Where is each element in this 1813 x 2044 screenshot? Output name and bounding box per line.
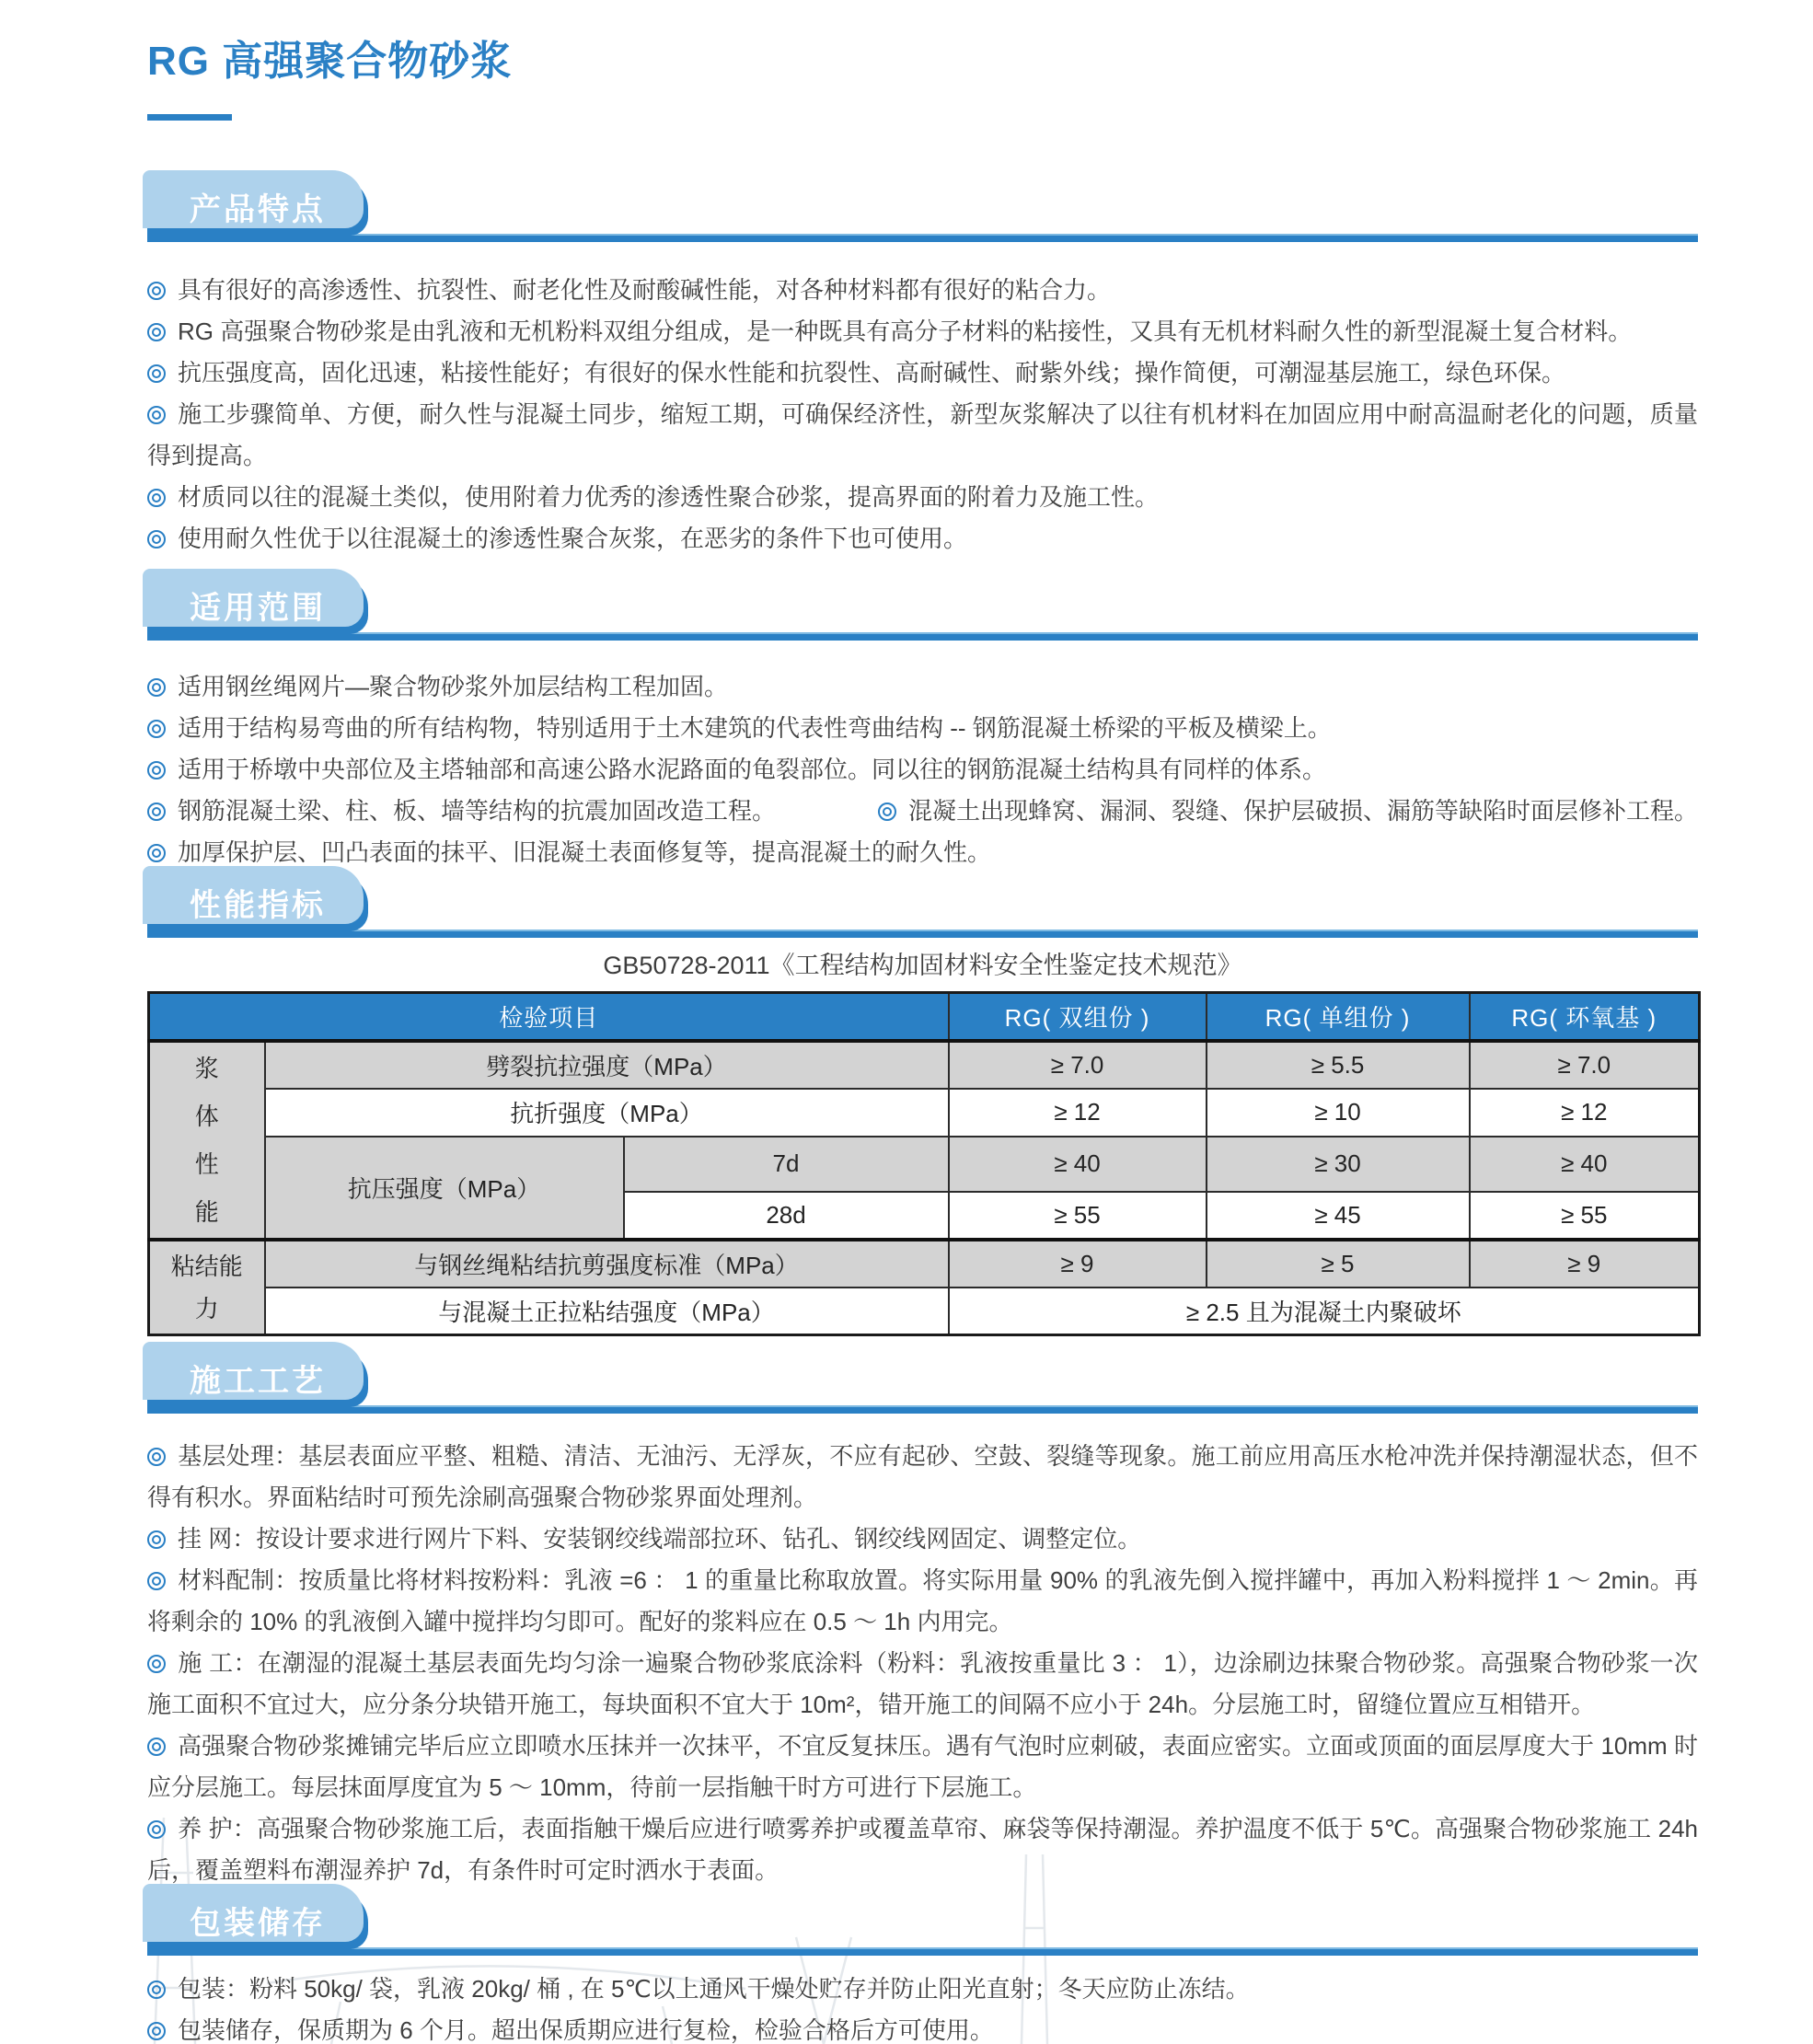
bullet-list	[147, 270, 1698, 560]
bullet-text: 适用于结构易弯曲的所有结构物，特别适用于土木建筑的代表性弯曲结构 -- 钢筋混凝土桥梁的平板及横梁上。	[178, 714, 1332, 742]
bullet-item	[147, 352, 1698, 394]
sub-item-cell: 7d	[624, 1137, 949, 1192]
bullet-icon	[147, 1572, 166, 1590]
bullet-text: 施工步骤简单、方便，耐久性与混凝土同步，缩短工期，可确保经济性，新型灰浆解决了以往有机材料在加固应用中耐高温耐老化的问题，质量得到提高。	[147, 400, 1698, 469]
section-header	[147, 1349, 1698, 1414]
bullet-text: 包装：粉料 50kg/ 袋，乳液 20kg/ 桶 , 在 5℃以上通风干燥处贮存并防止阳光直射；冬天应防止冻结。	[178, 1975, 1250, 2003]
bullet-icon	[147, 678, 166, 697]
value-cell: ≥ 30	[1207, 1137, 1470, 1192]
bullet-icon	[147, 844, 166, 862]
bullet-segment	[147, 400, 1698, 469]
bullet-list	[147, 1969, 1698, 2044]
bullet-item	[147, 666, 1698, 708]
section-rule	[147, 234, 1698, 242]
value-cell: ≥ 5	[1207, 1240, 1470, 1288]
section-header	[147, 178, 1698, 242]
group-label-text: 浆体性能	[194, 1054, 219, 1226]
merged-value-cell: ≥ 2.5 且为混凝土内聚破坏	[949, 1288, 1700, 1335]
bullet-icon	[147, 1530, 166, 1549]
value-cell: ≥ 45	[1207, 1192, 1470, 1240]
bullet-item	[147, 1436, 1698, 1519]
bullet-segment	[147, 1815, 1698, 1884]
bullet-text: 抗压强度高，固化迅速，粘接性能好；有很好的保水性能和抗裂性、高耐碱性、耐紫外线；操作简便，可潮湿基层施工，绿色环保。	[178, 359, 1566, 387]
bullet-item	[147, 1726, 1698, 1808]
bullet-icon	[147, 761, 166, 779]
value-cell: ≥ 40	[949, 1137, 1207, 1192]
bullet-text: 适用钢丝绳网片—聚合物砂浆外加层结构工程加固。	[178, 673, 729, 700]
column-header-rg2: RG( 双组份 )	[949, 993, 1207, 1041]
bullet-item	[147, 2010, 1698, 2044]
table-header-row	[149, 993, 1700, 1041]
section-banner	[147, 1349, 368, 1407]
bullet-segment	[147, 525, 967, 552]
item-cell: 抗压强度（MPa）	[265, 1137, 624, 1240]
section-banner	[147, 1891, 368, 1949]
value-cell: ≥ 9	[1470, 1240, 1700, 1288]
item-cell: 与钢丝绳粘结抗剪强度标准（MPa）	[265, 1240, 949, 1288]
section-storage	[147, 1891, 1698, 2044]
bullet-text: 施 工：在潮湿的混凝土基层表面先均匀涂一遍聚合物砂浆底涂料（粉料：乳液按重量比 3 ： 1），边涂刷边抹聚合物砂浆。高强聚合物砂浆一次施工面积不宜过大，应分条分块错开施工，每块面积不宜大于 10m²，错开施工的间隔不应小于 24h。分层施工时，留缝位置应互相错开。	[147, 1649, 1698, 1718]
page-content	[147, 39, 1698, 2044]
value-cell: ≥ 12	[1470, 1089, 1700, 1137]
section-title: 施工工艺	[190, 1364, 326, 1399]
bullet-icon	[147, 406, 166, 424]
bullet-text: 具有很好的高渗透性、抗裂性、耐老化性及耐酸碱性能，对各种材料都有很好的粘合力。	[178, 276, 1112, 304]
bullet-segment	[147, 359, 1565, 387]
bullet-segment	[147, 756, 1326, 783]
bullet-text: 材质同以往的混凝土类似，使用附着力优秀的渗透性聚合砂浆，提高界面的附着力及施工性。	[178, 483, 1160, 511]
bullet-item	[147, 1808, 1698, 1891]
bullet-item	[147, 1560, 1698, 1643]
bullet-segment	[147, 1649, 1698, 1718]
bullet-icon	[147, 720, 166, 738]
bullet-text: 使用耐久性优于以往混凝土的渗透性聚合灰浆，在恶劣的条件下也可使用。	[178, 525, 968, 552]
bullet-icon	[147, 1448, 166, 1466]
bullet-icon	[147, 1980, 166, 1999]
bullet-item	[147, 1519, 1698, 1560]
section-rule	[147, 1947, 1698, 1956]
table-row	[149, 1089, 1700, 1137]
bullet-item	[147, 749, 1698, 791]
row-group-label	[149, 1041, 265, 1240]
section-header	[147, 1891, 1698, 1956]
section-scope	[147, 576, 1698, 873]
bullet-icon	[878, 803, 896, 821]
value-cell: ≥ 55	[949, 1192, 1207, 1240]
bullet-icon	[147, 1655, 166, 1673]
section-title: 产品特点	[190, 192, 326, 227]
bullet-list	[147, 1436, 1698, 1891]
bullet-segment	[147, 1525, 1141, 1553]
bullet-segment	[147, 838, 991, 866]
bullet-item	[147, 394, 1698, 477]
section-rule	[147, 632, 1698, 641]
bullet-icon	[147, 530, 166, 549]
bullet-text: 加厚保护层、凹凸表面的抹平、旧混凝土表面修复等，提高混凝土的耐久性。	[178, 838, 992, 866]
section-banner	[147, 178, 368, 236]
bullet-item	[147, 791, 1698, 832]
bullet-text: 混凝土出现蜂窝、漏洞、裂缝、保护层破损、漏筋等缺陷时面层修补工程。	[907, 797, 1698, 825]
bullet-segment	[147, 1566, 1698, 1635]
bullet-segment	[147, 1732, 1698, 1801]
table-caption: GB50728-2011《工程结构加固材料安全性鉴定技术规范》	[603, 952, 1242, 979]
section-header	[147, 873, 1698, 938]
bullet-segment	[147, 2016, 994, 2044]
value-cell: ≥ 7.0	[949, 1041, 1207, 1089]
bullet-icon	[147, 1820, 166, 1839]
value-cell: ≥ 12	[949, 1089, 1207, 1137]
row-group-label	[149, 1240, 265, 1335]
bullet-text: 材料配制：按质量比将材料按粉料：乳液 =6 ： 1 的重量比称取放置。将实际用量 90% 的乳液先倒入搅拌罐中，再加入粉料搅拌 1 ～ 2min。再将剩余的 10% 的乳液倒入罐中搅拌均匀即可。配好的浆料应在 0.5 ～ 1h 内用完。	[147, 1566, 1698, 1635]
bullet-segment	[147, 673, 728, 700]
bullet-text: 养 护：高强聚合物砂浆施工后，表面指触干燥后应进行喷雾养护或覆盖草帘、麻袋等保持潮湿。养护温度不低于 5℃。高强聚合物砂浆施工 24h 后，覆盖塑料布潮湿养护 7d，有条件时可定时洒水于表面。	[147, 1815, 1698, 1884]
sub-item-cell: 28d	[624, 1192, 949, 1240]
section-banner	[147, 873, 368, 931]
bullet-text: 基层处理：基层表面应平整、粗糙、清洁、无油污、无浮灰，不应有起砂、空鼓、裂缝等现象。施工前应用高压水枪冲洗并保持潮湿状态，但不得有积水。界面粘结时可预先涂刷高强聚合物砂浆界面处理剂。	[147, 1442, 1698, 1511]
item-cell: 劈裂抗拉强度（MPa）	[265, 1041, 949, 1089]
bullet-icon	[147, 803, 166, 821]
section-title: 性能指标	[190, 888, 326, 923]
bullet-item	[147, 518, 1698, 560]
value-cell: ≥ 40	[1470, 1137, 1700, 1192]
value-cell: ≥ 10	[1207, 1089, 1470, 1137]
bullet-item	[147, 1643, 1698, 1726]
table-row	[149, 1288, 1700, 1335]
bullet-segment	[147, 714, 1332, 742]
bullet-item	[147, 708, 1698, 749]
value-cell: ≥ 5.5	[1207, 1041, 1470, 1089]
bullet-segment	[147, 276, 1111, 304]
bullet-text: RG 高强聚合物砂浆是由乳液和无机粉料双组分组成，是一种既具有高分子材料的粘接性，又具有无机材料耐久性的新型混凝土复合材料。	[178, 318, 1633, 345]
section-banner	[147, 576, 368, 634]
bullet-item	[147, 477, 1698, 518]
column-header-rg1: RG( 单组份 )	[1207, 993, 1470, 1041]
bullet-item	[147, 1969, 1698, 2010]
section-title: 包装储存	[190, 1906, 326, 1941]
column-header-rgepoxy: RG( 环氧基 )	[1470, 993, 1700, 1041]
table-row	[149, 1240, 1700, 1288]
bullet-text: 钢筋混凝土梁、柱、板、墙等结构的抗震加固改造工程。	[178, 797, 777, 825]
column-header-item: 检验项目	[149, 993, 949, 1041]
section-features	[147, 178, 1698, 560]
bullet-icon	[147, 2022, 166, 2040]
bullet-text: 适用于桥墩中央部位及主塔轴部和高速公路水泥路面的龟裂部位。同以往的钢筋混凝土结构具有同样的体系。	[178, 756, 1327, 783]
bullet-list	[147, 666, 1698, 873]
section-performance	[147, 873, 1698, 1336]
section-process	[147, 1349, 1698, 1891]
bullet-text: 高强聚合物砂浆摊铺完毕后应立即喷水压抹并一次抹平，不宜反复抹压。遇有气泡时应刺破，表面应密实。立面或顶面的面层厚度大于 10mm 时应分层施工。每层抹面厚度宜为 5 ～ 10mm，待前一层指触干时方可进行下层施工。	[147, 1732, 1698, 1801]
section-title: 适用范围	[190, 591, 326, 626]
bullet-segment	[878, 791, 1698, 832]
bullet-text: 挂 网：按设计要求进行网片下料、安装钢绞线端部拉环、钻孔、钢绞线网固定、调整定位。	[178, 1525, 1142, 1553]
bullet-icon	[147, 282, 166, 300]
page-title: RG 高强聚合物砂浆	[147, 39, 513, 84]
bullet-item	[147, 311, 1698, 352]
value-cell: ≥ 55	[1470, 1192, 1700, 1240]
bullet-segment	[147, 791, 776, 832]
bullet-segment	[147, 1975, 1250, 2003]
section-rule	[147, 930, 1698, 938]
bullet-item	[147, 270, 1698, 311]
bullet-icon	[147, 323, 166, 341]
performance-table	[147, 991, 1701, 1336]
bullet-icon	[147, 489, 166, 507]
item-cell: 抗折强度（MPa）	[265, 1089, 949, 1137]
value-cell: ≥ 7.0	[1470, 1041, 1700, 1089]
table-row	[149, 1137, 1700, 1192]
table-row	[149, 1041, 1700, 1089]
bullet-icon	[147, 1738, 166, 1756]
section-rule	[147, 1405, 1698, 1414]
bullet-segment	[147, 483, 1159, 511]
bullet-item	[147, 832, 1698, 873]
section-header	[147, 576, 1698, 641]
bullet-segment	[147, 318, 1632, 345]
group-label-text: 粘结能力	[170, 1252, 243, 1322]
bullet-icon	[147, 364, 166, 383]
title-underline	[147, 114, 232, 121]
value-cell: ≥ 9	[949, 1240, 1207, 1288]
bullet-text: 包装储存，保质期为 6 个月。超出保质期应进行复检，检验合格后方可使用。	[178, 2016, 994, 2044]
bullet-segment	[147, 1442, 1698, 1511]
item-cell: 与混凝土正拉粘结强度（MPa）	[265, 1288, 949, 1335]
